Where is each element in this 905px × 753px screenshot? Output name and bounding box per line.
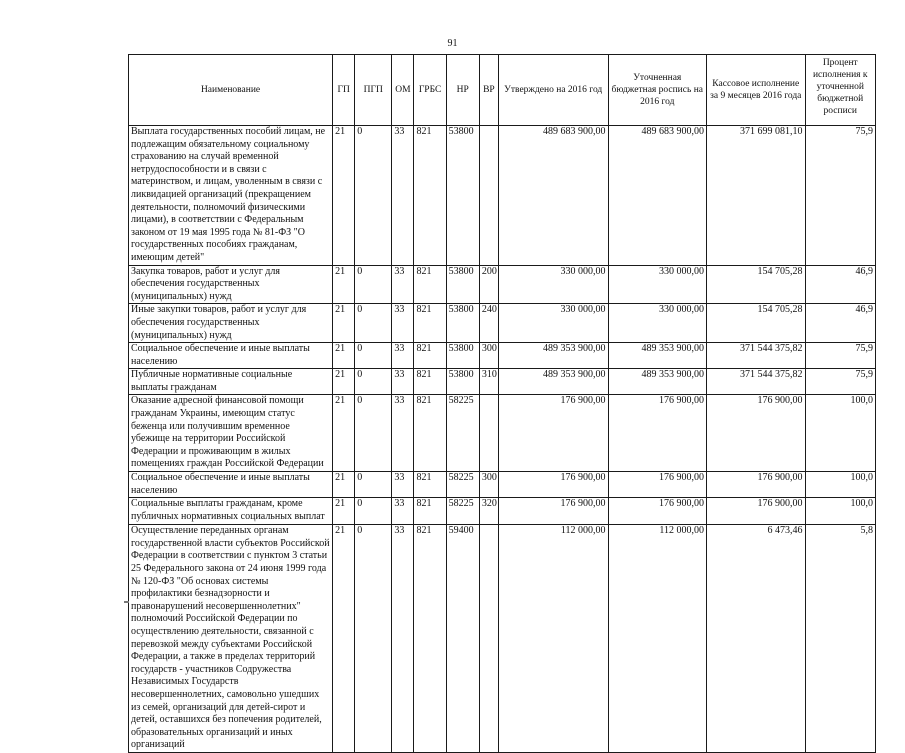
header-om: ОМ (392, 55, 414, 126)
row-om: 33 (392, 343, 414, 369)
row-pgp: 0 (355, 126, 392, 266)
row-refined: 176 900,00 (608, 498, 707, 525)
table-row (129, 343, 876, 369)
row-cash: 154 705,28 (707, 265, 806, 304)
row-name: Публичные нормативные социальные выплаты гражданам (129, 369, 333, 395)
header-np: НР (446, 55, 479, 126)
row-approved: 112 000,00 (498, 525, 608, 753)
row-percent: 75,9 (805, 369, 875, 395)
row-pgp: 0 (355, 343, 392, 369)
row-np: 53800 (446, 343, 479, 369)
row-percent: 100,0 (805, 498, 875, 525)
row-gp: 21 (333, 343, 355, 369)
row-approved: 330 000,00 (498, 265, 608, 304)
budget-execution-table (128, 54, 876, 753)
row-name: Выплата государственных пособий лицам, не подлежащим обязательному социальному страхованию на случай временной нетрудоспособности и в связи с материнством, и лицам, уволенным в связи с ликвидацией организаций (прекращением деятельности, полномочий физическими лицами), в соответствии с Федеральным законом от 19 мая 1995 года № 81-ФЗ "О государственных пособиях гражданам, имеющим детей" (129, 126, 333, 266)
header-refined: Уточненная бюджетная роспись на 2016 год (608, 55, 707, 126)
header-grbs: ГРБС (414, 55, 446, 126)
row-gp: 21 (333, 126, 355, 266)
row-name: Иные закупки товаров, работ и услуг для обеспечения государственных (муниципальных) нужд (129, 304, 333, 343)
row-approved: 330 000,00 (498, 304, 608, 343)
row-approved: 489 353 900,00 (498, 369, 608, 395)
row-cash: 176 900,00 (707, 472, 806, 498)
row-grbs: 821 (414, 395, 446, 472)
row-om: 33 (392, 525, 414, 753)
row-np: 58225 (446, 498, 479, 525)
row-om: 33 (392, 126, 414, 266)
header-approved: Утверждено на 2016 год (498, 55, 608, 126)
table-row (129, 498, 876, 525)
row-om: 33 (392, 498, 414, 525)
table-row (129, 265, 876, 304)
row-om: 33 (392, 304, 414, 343)
row-grbs: 821 (414, 343, 446, 369)
row-percent: 100,0 (805, 472, 875, 498)
table-row (129, 369, 876, 395)
table-row (129, 126, 876, 266)
row-percent: 46,9 (805, 304, 875, 343)
row-gp: 21 (333, 369, 355, 395)
row-om: 33 (392, 472, 414, 498)
row-pgp: 0 (355, 525, 392, 753)
row-name: Социальное обеспечение и иные выплаты населению (129, 343, 333, 369)
row-percent: 46,9 (805, 265, 875, 304)
row-np: 53800 (446, 304, 479, 343)
table-row (129, 525, 876, 753)
header-cash: Кассовое исполнение за 9 месяцев 2016 года (707, 55, 806, 126)
row-gp: 21 (333, 525, 355, 753)
row-np: 59400 (446, 525, 479, 753)
header-gp: ГП (333, 55, 355, 126)
row-pgp: 0 (355, 498, 392, 525)
row-pgp: 0 (355, 395, 392, 472)
row-pgp: 0 (355, 369, 392, 395)
row-vr: 300 (479, 472, 498, 498)
row-vr (479, 525, 498, 753)
table-row (129, 472, 876, 498)
scan-mark (124, 601, 129, 603)
row-om: 33 (392, 395, 414, 472)
row-refined: 330 000,00 (608, 304, 707, 343)
row-pgp: 0 (355, 472, 392, 498)
row-percent: 75,9 (805, 126, 875, 266)
row-approved: 176 900,00 (498, 395, 608, 472)
table-header-row (129, 55, 876, 126)
row-name: Осуществление переданных органам государственной власти субъектов Российской Федерации в соответствии с пунктом 3 статьи 25 Федерального закона от 24 июня 1999 года № 120-ФЗ "Об основах системы профилактики безнадзорности и правонарушений несовершеннолетних" полномочий Российской Федерации по осуществлению деятельности, связанной с перевозкой между субъектами Российской Федерации, а также в пределах территорий государств - участников Содружества Независимых Государств несовершеннолетних, самовольно ушедших из семей, организаций для детей-сирот и детей, оставшихся без попечения родителей, образовательных организаций и иных организаций (129, 525, 333, 753)
header-name: Наименование (129, 55, 333, 126)
row-approved: 176 900,00 (498, 498, 608, 525)
row-vr: 310 (479, 369, 498, 395)
row-cash: 176 900,00 (707, 498, 806, 525)
row-name: Закупка товаров, работ и услуг для обеспечения государственных (муниципальных) нужд (129, 265, 333, 304)
row-grbs: 821 (414, 472, 446, 498)
row-grbs: 821 (414, 525, 446, 753)
row-percent: 100,0 (805, 395, 875, 472)
row-gp: 21 (333, 472, 355, 498)
row-np: 53800 (446, 126, 479, 266)
row-grbs: 821 (414, 304, 446, 343)
row-refined: 330 000,00 (608, 265, 707, 304)
row-gp: 21 (333, 395, 355, 472)
row-np: 53800 (446, 369, 479, 395)
row-grbs: 821 (414, 126, 446, 266)
row-vr: 300 (479, 343, 498, 369)
row-grbs: 821 (414, 498, 446, 525)
header-percent: Процент исполнения к уточненной бюджетной росписи (805, 55, 875, 126)
row-gp: 21 (333, 498, 355, 525)
row-cash: 371 544 375,82 (707, 369, 806, 395)
row-cash: 176 900,00 (707, 395, 806, 472)
row-refined: 176 900,00 (608, 395, 707, 472)
row-np: 58225 (446, 472, 479, 498)
row-pgp: 0 (355, 304, 392, 343)
row-approved: 176 900,00 (498, 472, 608, 498)
row-name: Социальные выплаты гражданам, кроме публичных нормативных социальных выплат (129, 498, 333, 525)
row-grbs: 821 (414, 369, 446, 395)
row-vr (479, 395, 498, 472)
table-row (129, 304, 876, 343)
header-vr: ВР (479, 55, 498, 126)
row-np: 58225 (446, 395, 479, 472)
row-cash: 371 699 081,10 (707, 126, 806, 266)
row-om: 33 (392, 265, 414, 304)
row-vr: 200 (479, 265, 498, 304)
row-refined: 489 353 900,00 (608, 343, 707, 369)
row-refined: 489 683 900,00 (608, 126, 707, 266)
row-cash: 6 473,46 (707, 525, 806, 753)
header-pgp: ПГП (355, 55, 392, 126)
row-percent: 75,9 (805, 343, 875, 369)
row-np: 53800 (446, 265, 479, 304)
row-om: 33 (392, 369, 414, 395)
row-gp: 21 (333, 265, 355, 304)
row-percent: 5,8 (805, 525, 875, 753)
row-pgp: 0 (355, 265, 392, 304)
row-name: Оказание адресной финансовой помощи гражданам Украины, имеющим статус беженца или получившим временное убежище на территории Российской Федерации и проживающим в жилых помещениях граждан Российской Федерации (129, 395, 333, 472)
row-vr: 240 (479, 304, 498, 343)
row-refined: 489 353 900,00 (608, 369, 707, 395)
row-approved: 489 683 900,00 (498, 126, 608, 266)
row-grbs: 821 (414, 265, 446, 304)
row-approved: 489 353 900,00 (498, 343, 608, 369)
row-gp: 21 (333, 304, 355, 343)
row-cash: 154 705,28 (707, 304, 806, 343)
row-refined: 112 000,00 (608, 525, 707, 753)
row-vr (479, 126, 498, 266)
row-refined: 176 900,00 (608, 472, 707, 498)
row-name: Социальное обеспечение и иные выплаты населению (129, 472, 333, 498)
row-cash: 371 544 375,82 (707, 343, 806, 369)
page-number: 91 (447, 38, 458, 49)
table-row (129, 395, 876, 472)
row-vr: 320 (479, 498, 498, 525)
